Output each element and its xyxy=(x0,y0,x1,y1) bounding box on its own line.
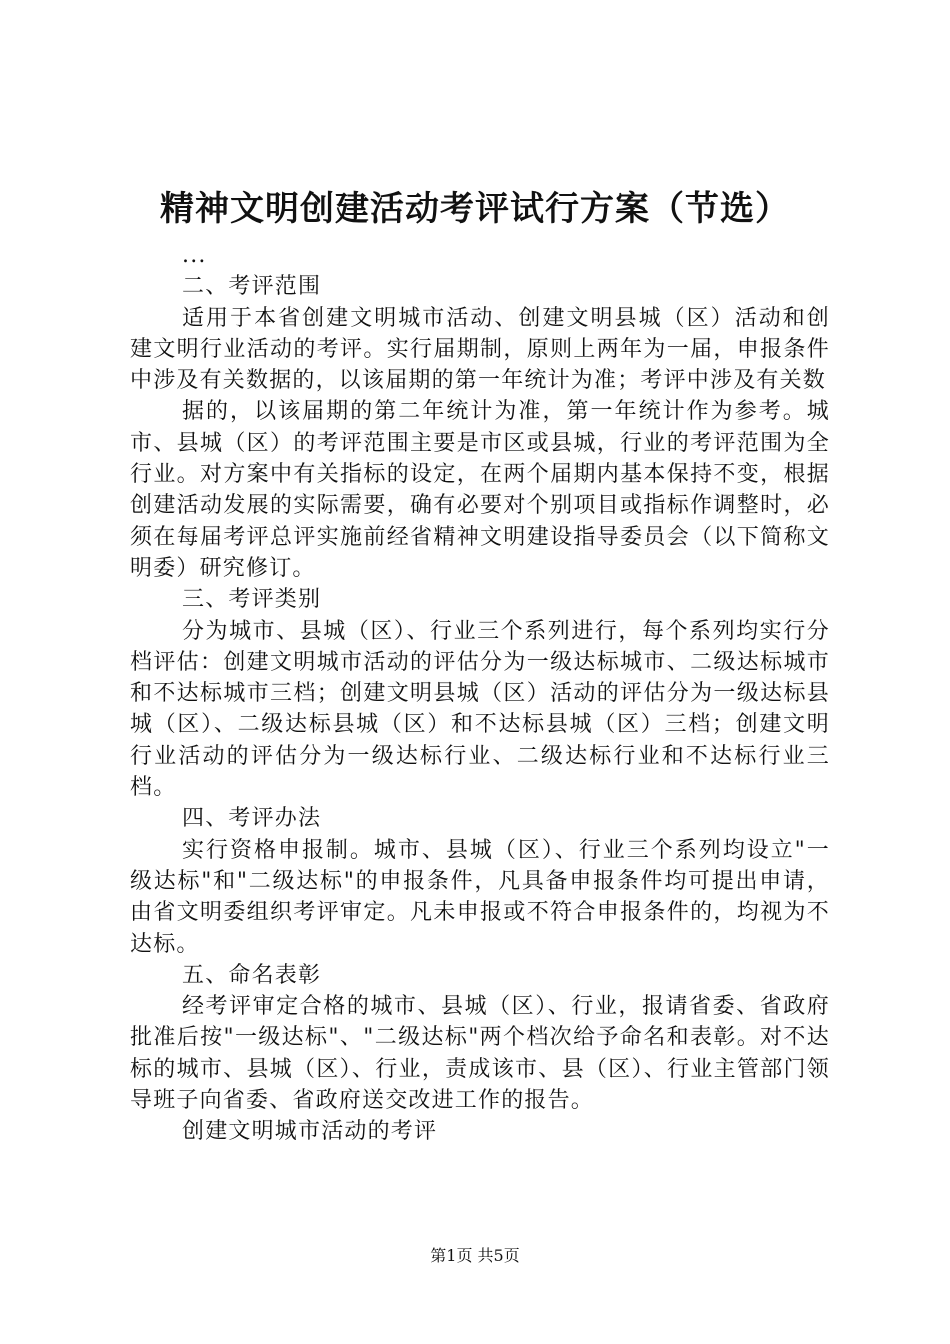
section-heading-method: 四、考评办法 xyxy=(182,806,322,832)
section-heading-scope: 二、考评范围 xyxy=(182,274,322,300)
section-heading-commendation: 五、命名表彰 xyxy=(182,962,322,988)
document-title: 精神文明创建活动考评试行方案（节选） xyxy=(160,189,790,229)
paragraph-commendation: 经考评审定合格的城市、县城（区）、行业，报请省委、省政府批准后按"一级达标"、"二级达标"两个档次给予命名和表彰。对不达标的城市、县城（区）、行业，责成该市、县（区）、行业主管部门领导班子向省委、省政府送交改进工作的报告。 xyxy=(130,994,830,1114)
paragraph-method: 实行资格申报制。城市、县城（区）、行业三个系列均设立"一级达标"和"二级达标"的申报条件，凡具备申报条件均可提出申请，由省文明委组织考评审定。凡未申报或不符合申报条件的，均视为不达标。 xyxy=(130,837,830,957)
section-heading-category: 三、考评类别 xyxy=(182,587,322,613)
section-heading-city-evaluation: 创建文明城市活动的考评 xyxy=(182,1119,438,1145)
ellipsis-line: ... xyxy=(182,243,207,268)
paragraph-scope-1: 适用于本省创建文明城市活动、创建文明县城（区）活动和创建文明行业活动的考评。实行届期制，原则上两年为一届，申报条件中涉及有关数据的，以该届期的第一年统计为准；考评中涉及有关数 xyxy=(130,305,830,394)
document-body xyxy=(130,240,830,1148)
page-footer: 第1页 共5页 xyxy=(430,1246,520,1265)
paragraph-scope-2: 据的，以该届期的第二年统计为准，第一年统计作为参考。城市、县城（区）的考评范围主要是市区或县城，行业的考评范围为全行业。对方案中有关指标的设定，在两个届期内基本保持不变，根据创建活动发展的实际需要，确有必要对个别项目或指标作调整时，必须在每届考评总评实施前经省精神文明建设指导委员会（以下简称文明委）研究修订。 xyxy=(130,399,830,581)
paragraph-category: 分为城市、县城（区）、行业三个系列进行，每个系列均实行分档评估：创建文明城市活动的评估分为一级达标城市、二级达标城市和不达标城市三档；创建文明县城（区）活动的评估分为一级达标县城（区）、二级达标县城（区）和不达标县城（区）三档；创建文明行业活动的评估分为一级达标行业、二级达标行业和不达标行业三档。 xyxy=(130,618,830,801)
